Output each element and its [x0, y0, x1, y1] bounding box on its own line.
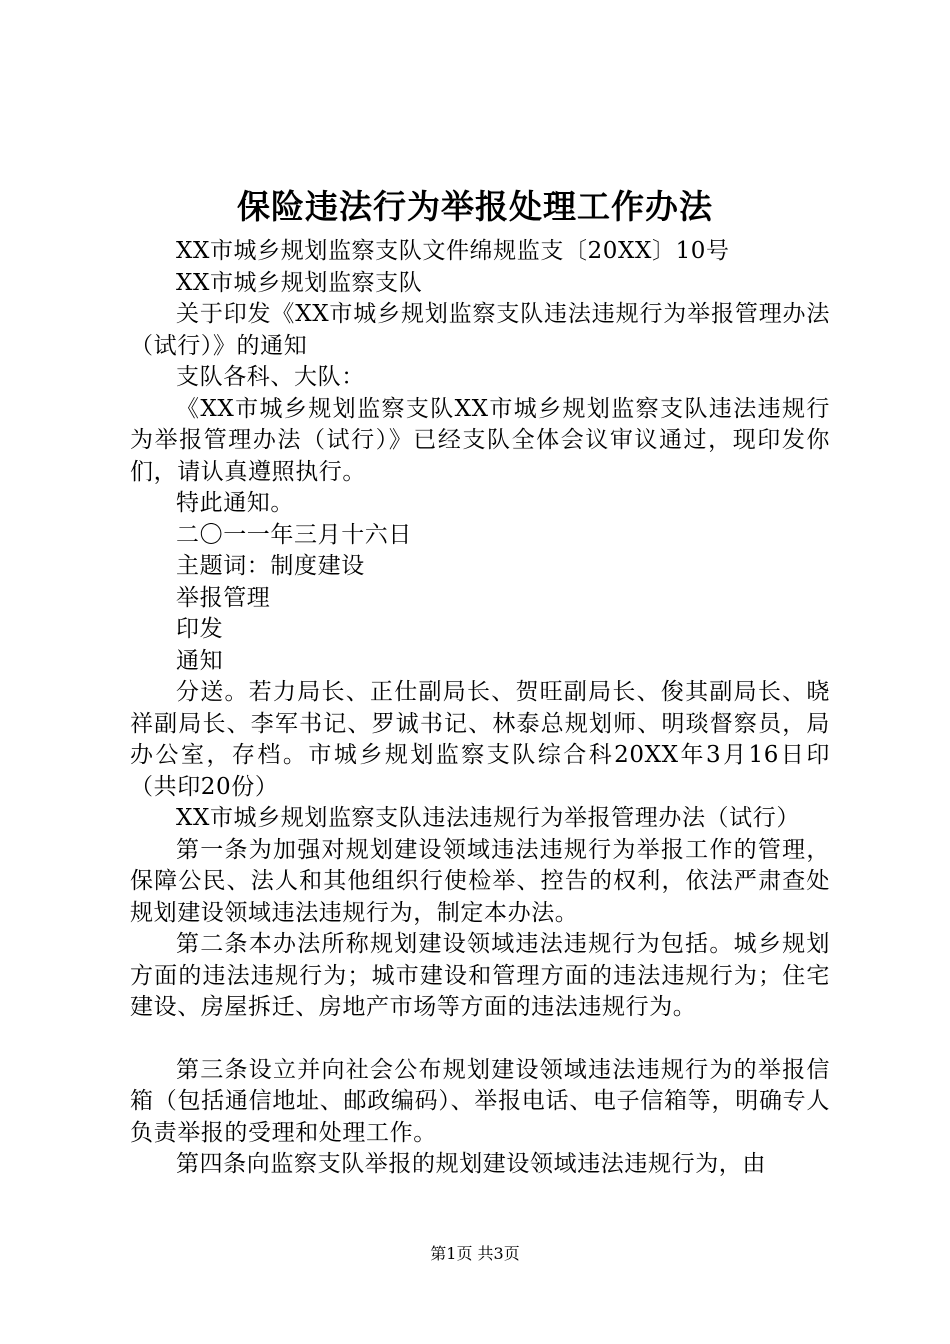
paragraph: XX市城乡规划监察支队违法违规行为举报管理办法（试行） [176, 805, 800, 831]
paragraph: 第三条设立并向社会公布规划建设领域违法违规行为的举报信箱（包括通信地址、邮政编码）、举报电话、电子信箱等，明确专人负责举报的受理和处理工作。 [130, 1056, 830, 1146]
paragraph: 支队各科、大队： [176, 364, 365, 390]
paragraph: 第二条本办法所称规划建设领域违法违规行为包括。城乡规划方面的违法违规行为；城市建设和管理方面的违法违规行为；住宅建设、房屋拆迁、房地产市场等方面的违法违规行为。 [130, 931, 830, 1020]
paragraph: 主题词：制度建设 [176, 553, 365, 579]
paragraph: 通知 [176, 647, 224, 674]
paragraph: XX市城乡规划监察支队 [176, 269, 423, 296]
paragraph: 第一条为加强对规划建设领域违法违规行为举报工作的管理，保障公民、法人和其他组织行使检举、控告的权利，依法严肃查处规划建设领域违法违规行为，制定本办法。 [130, 836, 830, 926]
paragraph: XX市城乡规划监察支队文件绵规监支〔20XX〕10号 [176, 238, 730, 264]
page-number-footer: 第1页 共3页 [430, 1244, 520, 1263]
paragraph: 第四条向监察支队举报的规划建设领域违法违规行为，由 [176, 1151, 766, 1177]
paragraph: 关于印发《XX市城乡规划监察支队违法违规行为举报管理办法（试行）》的通知 [130, 301, 830, 359]
paragraph: 二〇一一年三月十六日 [176, 521, 412, 548]
paragraph: 特此通知。 [176, 490, 294, 516]
paragraph: 《XX市城乡规划监察支队XX市城乡规划监察支队违法违规行为举报管理办法（试行）》已经支队全体会议审议通过，现印发你们，请认真遵照执行。 [130, 395, 830, 485]
paragraph: 印发 [176, 616, 224, 642]
document-body [130, 236, 830, 1181]
paragraph: 分送。若力局长、正仕副局长、贺旺副局长、俊其副局长、晓祥副局长、李军书记、罗诚书记、林泰总规划师、明琰督察员，局办公室，存档。市城乡规划监察支队综合科20XX年3月16日印（共印20份） [130, 679, 830, 800]
paragraph: 举报管理 [176, 584, 271, 611]
document-title: 保险违法行为举报处理工作办法 [237, 187, 713, 226]
